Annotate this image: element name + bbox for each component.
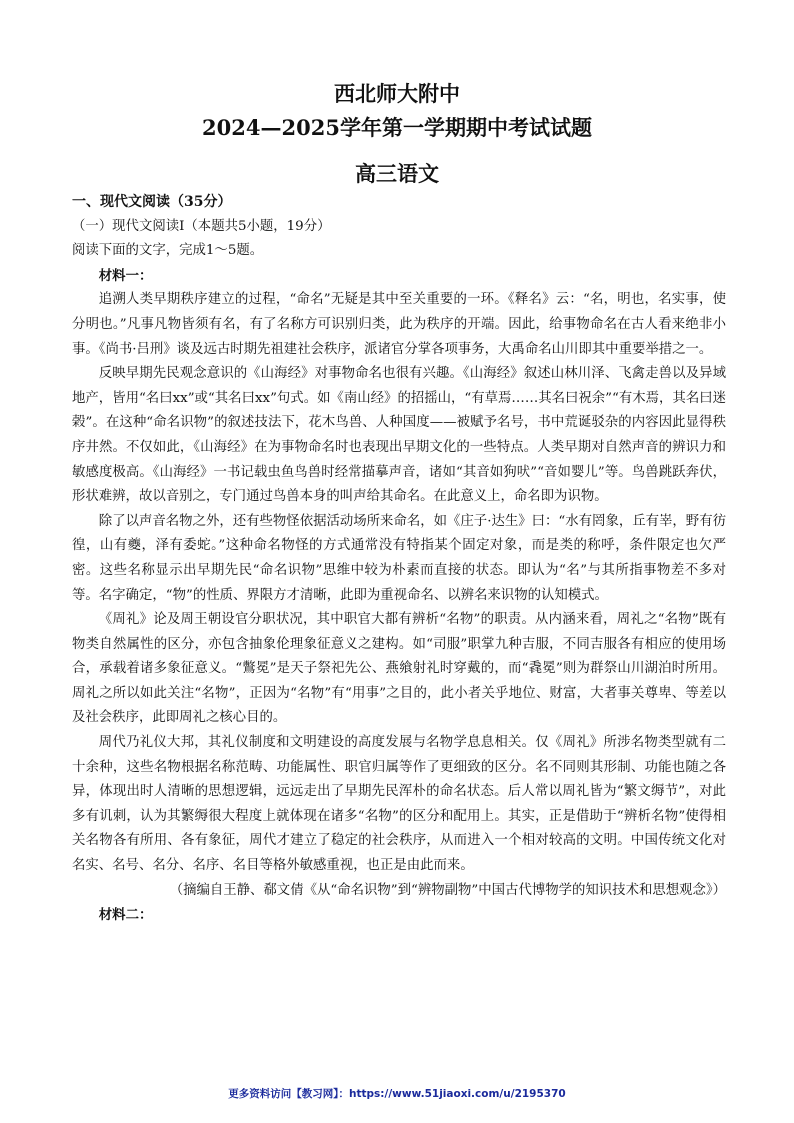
material-one-label: 材料一： <box>98 267 153 284</box>
source-citation: （摘编自王静、郗文倩《从“命名识物”到“辨物副物”中国古代博物学的知识技术和思想观念》） <box>169 882 726 898</box>
footer-link[interactable]: 更多资料访问【教习网】：https://www.51jiaoxi.com/u/2195370 <box>228 1088 566 1100</box>
subsection-heading: （一）现代文阅读Ⅰ（本题共5小题，19分） <box>72 218 331 234</box>
paragraph-4: 《周礼》论及周王朝设官分职状况，其中职官大都有辨析“名物”的职责。从内涵来看，周礼之“名物”既有物类自然属性的区分，亦包含抽象伦理象征意义之建构。如“司服”职掌九种吉服，不同吉服各有相应的使用场合，承载着诸多象征意义。“鷩冕”是天子祭祀先公、燕飨射礼时穿戴的，而“毳冕”则为群祭山川湖泊时所用。周礼之所以如此关注“名物”，正因为“名物”有“用事”之目的，此小者关乎地位、财富，大者事关尊卑、等差以及社会秩序，此即周礼之核心目的。 <box>72 612 726 726</box>
exam-title: 2024—2025学年第一学期期中考试试题 <box>202 115 592 140</box>
section-heading: 一、现代文阅读（35分） <box>72 194 232 210</box>
school-title: 西北师大附中 <box>334 81 460 106</box>
paragraph-2: 反映早期先民观念意识的《山海经》对事物命名也很有兴趣。《山海经》叙述山林川泽、飞禽走兽以及异域地产，皆用“名曰xx”或“其名曰xx”句式。如《南山经》的招摇山，“有草焉……其名曰祝余”“有木焉，其名曰迷榖”。在这种“命名识物”的叙述技法下，花木鸟兽、人种国度——被赋予名号，书中荒诞驳杂的内容因此显得秩序井然。不仅如此，《山海经》在为事物命名时也表现出早期文化的一些特点。人类早期对自然声音的辨识力和敏感度极高。《山海经》一书记载虫鱼鸟兽时经常描摹声音，诸如“其音如狗吠”“音如婴儿”等。鸟兽跳跃奔伏，形状难辨，故以音别之，专门通过鸟兽本身的叫声给其命名。在此意义上，命名即为识物。 <box>72 366 726 505</box>
paragraph-1: 追溯人类早期秩序建立的过程，“命名”无疑是其中至关重要的一环。《释名》云：“名，明也，名实事，使分明也。”凡事凡物皆须有名，有了名称方可识别归类，此为秩序的开端。因此，给事物命名在古人看来绝非小事。《尚书·吕刑》谈及远古时期先祖建社会秩序，派诸官分掌各项事务，大禹命名山川即其中重要举措之一。 <box>72 292 726 357</box>
exam-body <box>72 190 726 928</box>
paragraph-5: 周代乃礼仪大邦，其礼仪制度和文明建设的高度发展与名物学息息相关。仅《周礼》所涉名物类型就有二十余种，这些名物根据名称范畴、功能属性、职官归属等作了更细致的区分。名不同则其形制、功能也随之各异，体现出时人清晰的思想逻辑，远远走出了早期先民浑朴的命名状态。后人常以周礼皆为“繁文缛节”，对此多有讥刺，认为其繁缛很大程度上就体现在诸多“名物”的区分和配用上。其实，正是借助于“辨析名物”使得相关名物各有所用、各有象征，周代才建立了稳定的社会秩序，从而进入一个相对较高的文明。中国传统文化对名实、名号、名分、名序、名目等格外敏感重视，也正是由此而来。 <box>72 735 726 874</box>
reading-instruction: 阅读下面的文字，完成1～5题。 <box>72 243 264 259</box>
paragraph-3: 除了以声音名物之外，还有些物怪依据活动场所来命名，如《庄子·达生》曰：“水有罔象，丘有峷，野有彷徨，山有夔，泽有委蛇。”这种命名物怪的方式通常没有特指某个固定对象，而是类的称呼，条件限定也欠严密。这些名称显示出早期先民“命名识物”思维中较为朴素而直接的状态。即认为“名”与其所指事物差不多对等。名字确定，“物”的性质、界限方才清晰，此即为重视命名、以辨名来识物的认知模式。 <box>72 513 726 603</box>
subject-title: 高三语文 <box>355 161 439 186</box>
material-two-label: 材料二： <box>98 907 153 924</box>
